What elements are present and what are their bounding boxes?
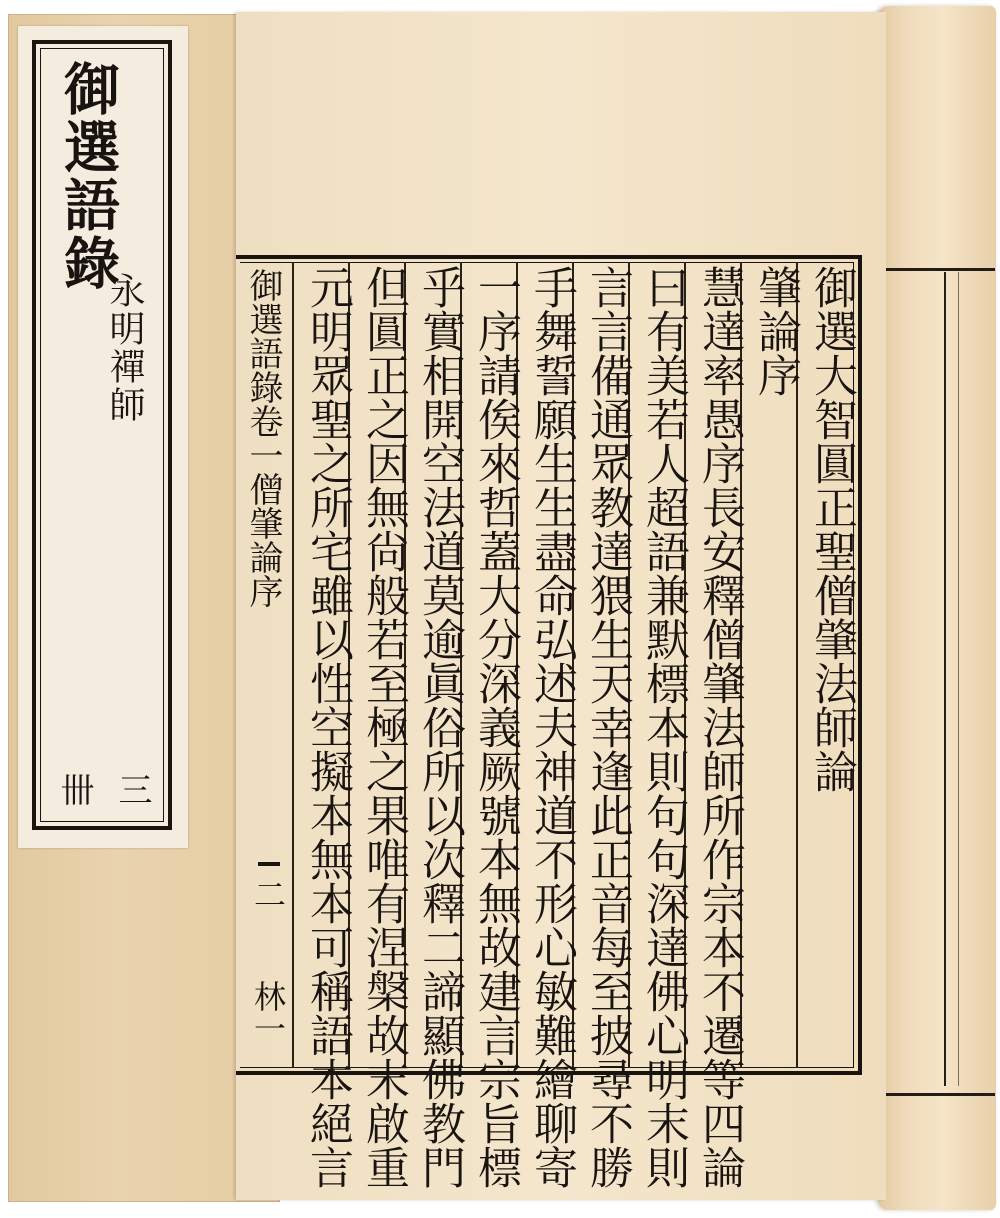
margin-title: 御選語錄卷一僧肇論序 <box>243 268 283 608</box>
next-page-rule <box>944 272 946 1086</box>
next-page-rule <box>958 272 959 1086</box>
volume-number: 三 <box>112 772 152 806</box>
page-number: 二 <box>249 878 287 910</box>
text-column: 慧達率愚序長安釋僧肇法師所作宗本不遷等四論 <box>694 265 745 1189</box>
text-column: 曰有美若人超語兼默標本則句句深達佛心明末則 <box>638 265 689 1189</box>
next-page-frame <box>880 268 995 1096</box>
book-author: 永明禪師 <box>104 272 145 424</box>
text-column: 手舞誓願生生盡命弘述夫神道不形心敏難繪聊寄 <box>526 265 577 1189</box>
text-column: 但圓正之因無尙般若至極之果唯有涅槃故末啟重 <box>358 265 409 1189</box>
volume-unit: 卌 <box>54 772 94 806</box>
text-column: 肇論序 <box>750 265 801 397</box>
text-column: 一序請俟來哲蓋大分深義厥號本無故建言宗旨標 <box>470 265 521 1189</box>
text-column: 御選大智圓正聖僧肇法師論 <box>806 265 857 793</box>
text-column: 言言備通眾教達猥生天幸逢此正音每至披尋不勝 <box>582 265 633 1189</box>
fish-tail-mark <box>258 862 280 866</box>
book-title: 御選語錄 <box>55 60 121 292</box>
text-column: 元明眾聖之所宅雖以性空擬本無本可稱語本絕言 <box>302 265 353 1189</box>
block-mark: 林一 <box>249 980 287 1044</box>
text-column: 乎實相開空法道莫逾眞俗所以次釋二諦顯佛教門 <box>414 265 465 1189</box>
